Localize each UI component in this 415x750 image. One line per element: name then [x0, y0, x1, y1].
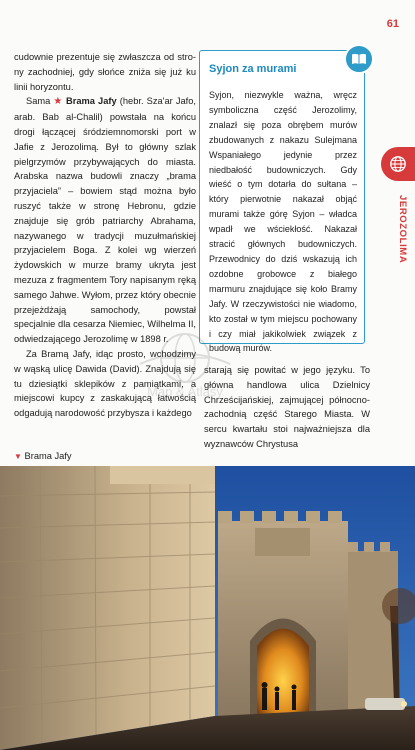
globe-icon — [389, 155, 407, 173]
sidebar-title: Syjon za murami — [209, 63, 297, 75]
watermark-text: Map & Atlasy — [147, 384, 223, 399]
star-icon: ★ — [53, 96, 63, 108]
page-number: 61 — [386, 18, 399, 30]
paragraph-2: Sama ★ Brama Jafy (hebr. Sza'ar Jafo, arab. Bab al-Chalil) powstała na końcu drogi łączącej śródziemnomorski port w Jafie z Jerozolimą. Był to główny szlak pielgrzymów przybywających do miasta. Arabska nazwa budowli znaczy „brama przyjaciela” – bowiem stąd można było ruszyć także w stronę Hebronu, gdzie znajduje się grób patriarchy Abrahama, nazywanego w tradycji muzułmańskiej przyjacielem Boga. Z kolei wg wierzeń żydowskich w murze bramy ukryta jest mezuza z fragmentem Tory napisanym ręką samego Jahwe. Wyłom, przez który obecnie przejeżdżają samochody, powstał specjalnie dla cesarza Niemiec, Wilhelma II, odwiedzającego Jerozolimę w 1898 r. — [14, 96, 196, 345]
side-tab[interactable] — [381, 147, 415, 181]
photo-caption: ▼ Brama Jafy — [14, 451, 72, 461]
brama-jafy-name: Brama Jafy — [66, 96, 117, 107]
book-icon — [344, 44, 374, 74]
paragraph-3: Za Bramą Jafy, idąc prosto, wchodzimy w wąską ulicę Dawida (David). Znajdują się tu dziesiątki sklepików z pamiątkami, a miejscowi kupcy z zaskakującą łatwością odgadują narodowość przybysza i każdego — [14, 348, 196, 419]
watermark — [120, 330, 250, 405]
sidebar-box — [199, 50, 365, 354]
jaffa-gate-photo — [0, 466, 415, 750]
paragraph-1: cudownie prezentuje się zwłaszcza od stro- ny zachodniej, gdy słońce zniża się już ku linii horyzontu. — [14, 52, 196, 92]
side-tab-label: JEROZOLIMA — [397, 195, 408, 264]
caption-arrow-icon: ▼ — [14, 452, 22, 461]
sidebar-body: Syjon, niezwykle ważna, wręcz symboliczna część Jerozolimy, znalazł się poza obrębem murów zbudowanych z nakazu Sulejmana Wspaniałego jedynie przez niedbałość budowniczych. Gdy wieść o tym dotarła do sułtana – który pierwotnie nakazał objąć murami także górę Syjon – władca wpadł we wściekłość. Nakazał stracić głównych budowniczych. Przewodnicy do dziś wskazują ich ozdobne grobowce z białego marmuru znajdujące się koło Bramy Jafy. W rzeczywistości nie wiadomo, kto został w tym miejscu pochowany i czy miał jakikolwiek związek z budową murów. — [209, 90, 357, 354]
right-text-column: starają się powitać w jego języku. To główna handlowa ulica Dzielnicy Chrześcijańskiej, zajmującej północno-zachodnią część Starego Miasta. W sercu kwartału stoi najważniejsza dla wyznawców Chrystusa — [204, 365, 370, 449]
